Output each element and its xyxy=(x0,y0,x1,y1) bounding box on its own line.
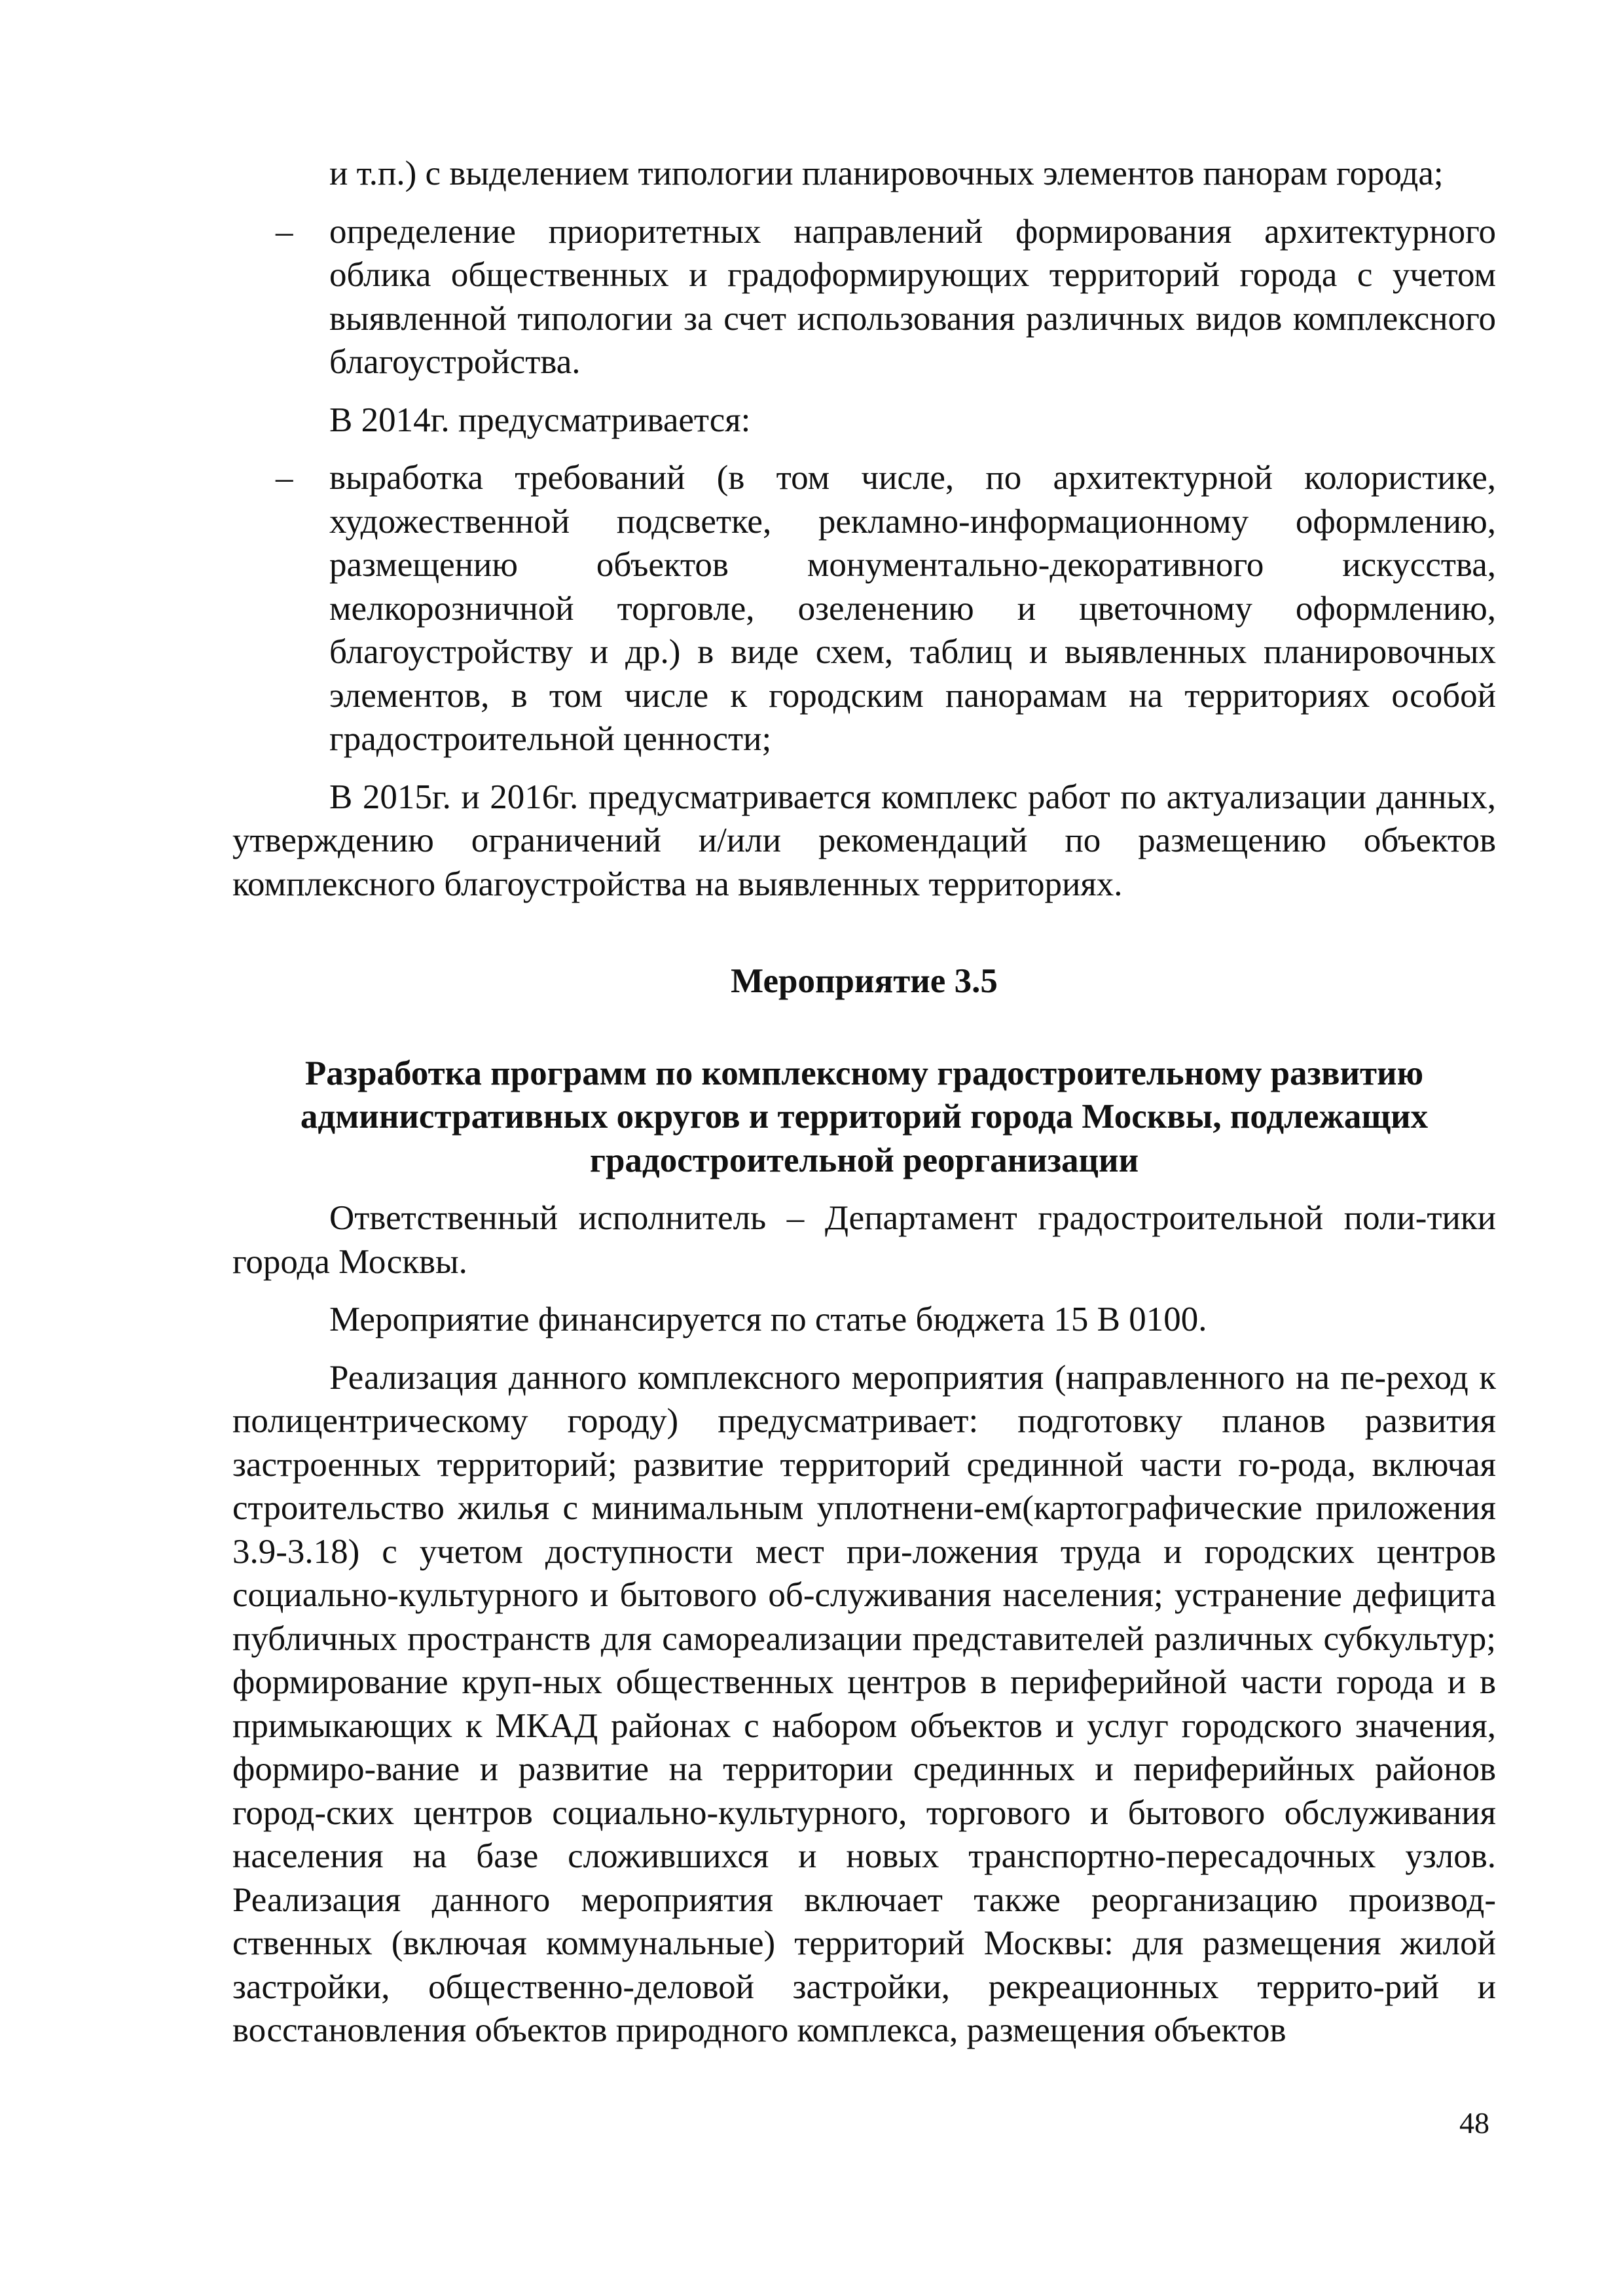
section-heading: Мероприятие 3.5 xyxy=(731,962,998,1000)
bullet-item-requirements xyxy=(232,456,1496,761)
page-content xyxy=(232,152,1496,2053)
continuation-paragraph: и т.п.) с выделением типологии планировочных элементов панорам города; xyxy=(329,154,1444,192)
bullet-dash: – xyxy=(276,212,293,251)
financing-paragraph: Мероприятие финансируется по статье бюджета 15 В 0100. xyxy=(329,1300,1207,1338)
bullet-item-priorities xyxy=(232,210,1496,384)
year-2015-2016-paragraph: В 2015г. и 2016г. предусматривается комплекс работ по актуализации данных, утверждению ограничений и/или рекомендаций по размещению объектов комплексного благоустройства на выявленных территориях. xyxy=(232,778,1496,903)
bullet-dash: – xyxy=(276,459,293,497)
page-number: 48 xyxy=(1459,2106,1489,2140)
body-paragraph: Реализация данного комплексного мероприятия (направленного на пе-реход к полицентрическому городу) предусматривает: подготовку планов развития застроенных территорий; развитие территорий срединной части го-рода, включая строительство жилья с минимальным уплотнени-ем(картографические приложения 3.9-3.18) с учетом доступности мест при-ложения труда и городских центров социально-культурного и бытового об-служивания населения; устранение дефицита публичных пространств для самореализации представителей различных субкультур; формирование круп-ных общественных центров в периферийной части города и в примыкающих к МКАД районах с набором объектов и услуг городского значения, формиро-вание и развитие на территории срединных и периферийных районов город-ских центров социально-культурного, торгового и бытового обслуживания населения на базе сложившихся и новых транспортно-пересадочных узлов. Реализация данного мероприятия включает также реорганизацию производ-ственных (включая коммунальные) территорий Москвы: для размещения жилой застройки, общественно-деловой застройки, рекреационных террито-рий и восстановления объектов природного комплекса, размещения объектов xyxy=(232,1358,1496,2049)
section-title: Разработка программ по комплексному градостроительному развитию административных округов и территорий города Москвы, подлежащих градостроительной реорганизации xyxy=(300,1054,1429,1179)
year-2014-intro: В 2014г. предусматривается: xyxy=(329,401,751,439)
bullet-text: выработка требований (в том числе, по архитектурной колористике, художественной подсветке, рекламно-информационному оформлению, размещению объектов монументально-декоративного искусства, мелкорозничной торговле, озеленению и цветочному оформлению, благоустройству и др.) в виде схем, таблиц и выявленных планировочных элементов, в том числе к городским панорамам на территориях особой градостроительной ценности; xyxy=(329,459,1496,758)
responsible-paragraph: Ответственный исполнитель – Департамент градостроительной поли-тики города Москвы. xyxy=(232,1199,1496,1281)
bullet-text: определение приоритетных направлений формирования архитектурного облика общественных и градоформирующих территорий города с учетом выявленной типологии за счет использования различных видов комплексного благоустройства. xyxy=(329,212,1496,381)
